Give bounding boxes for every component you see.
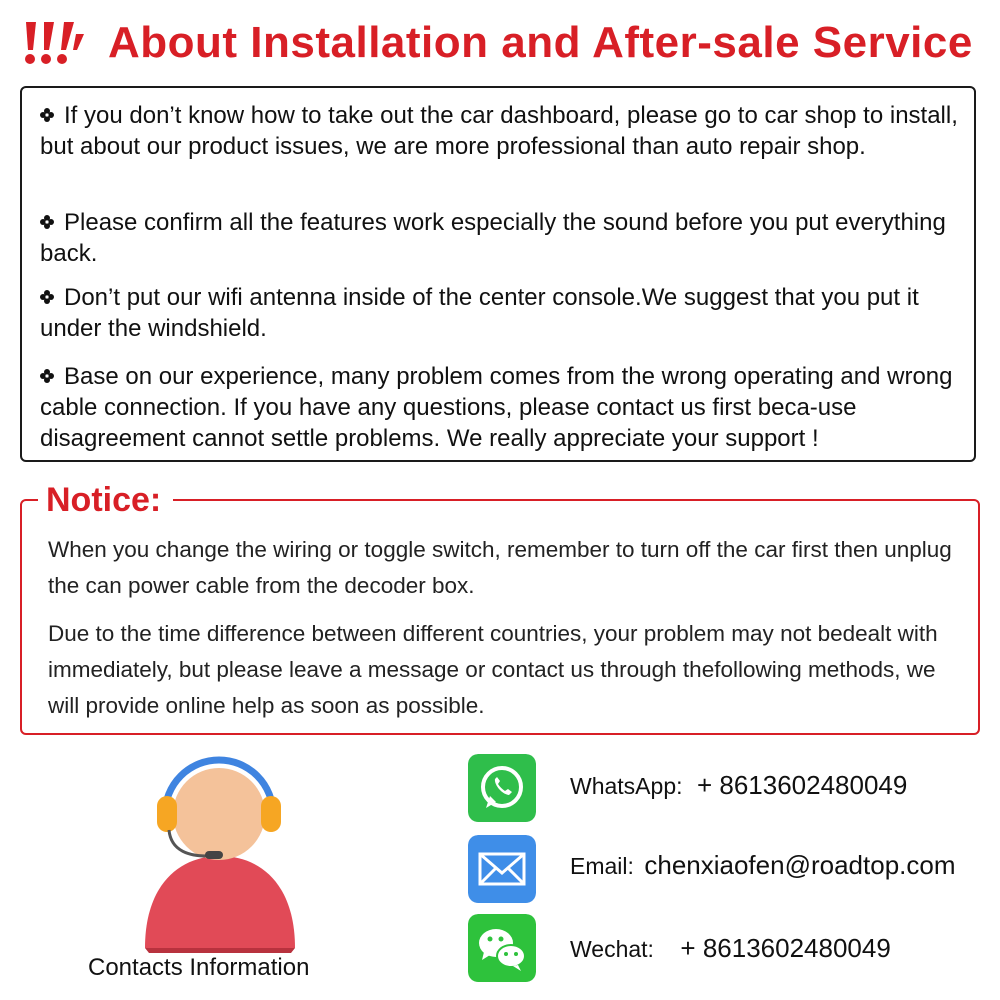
wechat-number[interactable]: + 8613602480049 xyxy=(680,933,891,963)
wechat-contact xyxy=(570,933,891,964)
email-contact xyxy=(570,850,956,881)
info-text: Please confirm all the features work especially the sound before you put everything back. xyxy=(40,209,946,267)
notice-paragraph: When you change the wiring or toggle switch, remember to turn off the car first then unplug the can power cable from the decoder box. xyxy=(48,537,952,598)
whatsapp-icon xyxy=(468,754,536,822)
mail-icon xyxy=(468,835,536,903)
info-item xyxy=(40,282,966,344)
notice-paragraph: Due to the time difference between different countries, your problem may not bedealt with immediately, but please leave a message or contact us through thefollowing methods, we will provide online help as soon as possible. xyxy=(48,621,938,718)
flower-bullet-icon xyxy=(40,215,54,229)
wechat-icon xyxy=(468,914,536,982)
notice-title: Notice: xyxy=(38,480,173,520)
info-text: If you don’t know how to take out the car dashboard, please go to car shop to install, but about our product issues, we are more professional than auto repair shop. xyxy=(40,102,958,160)
contacts-information-label: Contacts Information xyxy=(88,954,310,981)
flower-bullet-icon xyxy=(40,108,54,122)
whatsapp-label: WhatsApp: xyxy=(570,773,683,799)
wechat-label: Wechat: xyxy=(570,936,654,962)
flower-bullet-icon xyxy=(40,290,54,304)
installation-info-box xyxy=(20,86,976,462)
whatsapp-number[interactable]: + 8613602480049 xyxy=(696,770,908,800)
info-text: Don’t put our wifi antenna inside of the center console.We suggest that you put it under the windshield. xyxy=(40,284,919,342)
email-label: Email: xyxy=(570,853,634,879)
flower-bullet-icon xyxy=(40,369,54,383)
whatsapp-contact xyxy=(570,770,907,801)
email-address[interactable]: chenxiaofen@roadtop.com xyxy=(644,850,956,880)
info-item xyxy=(40,361,966,454)
page-title: About Installation and After-sale Service xyxy=(108,18,973,67)
info-item xyxy=(40,207,966,269)
info-text: Base on our experience, many problem comes from the wrong operating and wrong cable connection. If you have any questions, please contact us first beca-use disagreement cannot settle problems. We really appreciate your support ! xyxy=(40,363,953,452)
info-item xyxy=(40,100,966,162)
customer-service-agent-icon xyxy=(135,756,305,956)
header xyxy=(20,14,985,74)
exclamation-marks-icon xyxy=(22,20,84,66)
